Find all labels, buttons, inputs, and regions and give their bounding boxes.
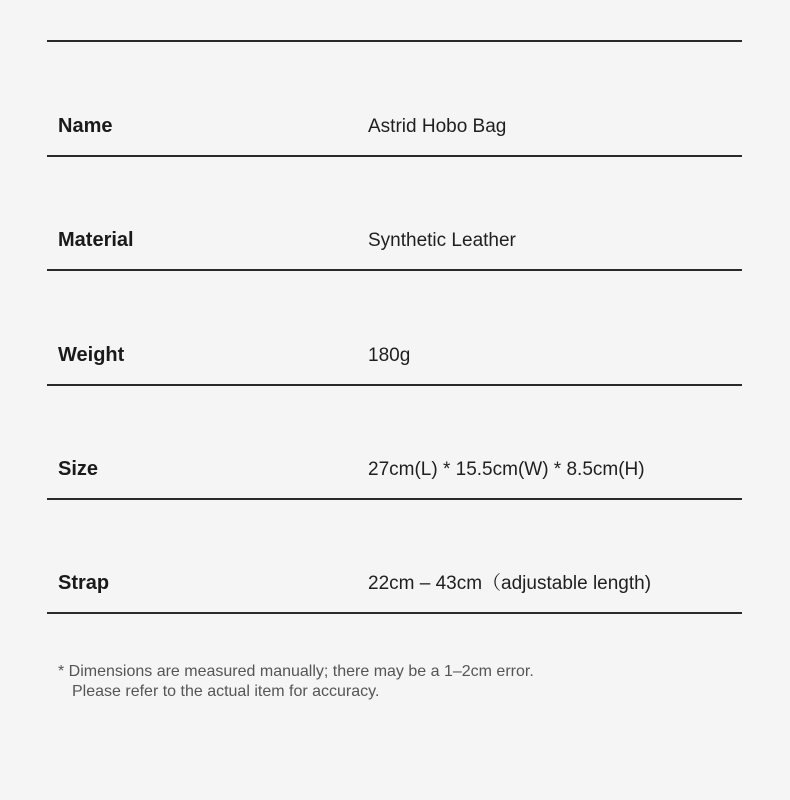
spec-label-material: Material bbox=[58, 229, 134, 251]
spec-row-name bbox=[47, 42, 742, 157]
spec-value-material: Synthetic Leather bbox=[368, 230, 516, 251]
footnote-line-2: Please refer to the actual item for accuracy. bbox=[72, 683, 380, 700]
spec-label-strap: Strap bbox=[58, 572, 110, 594]
spec-label-size: Size bbox=[58, 458, 99, 480]
spec-table bbox=[47, 40, 742, 614]
measurement-footnote bbox=[58, 662, 534, 702]
spec-row-material bbox=[47, 157, 742, 271]
footnote-line-1: * Dimensions are measured manually; there may be a 1–2cm error. bbox=[58, 663, 534, 680]
spec-value-size: 27cm(L) * 15.5cm(W) * 8.5cm(H) bbox=[368, 459, 645, 480]
spec-value-name: Astrid Hobo Bag bbox=[368, 116, 507, 137]
spec-row-strap bbox=[47, 500, 742, 614]
spec-row-size bbox=[47, 386, 742, 500]
spec-label-name: Name bbox=[58, 115, 113, 137]
spec-row-weight bbox=[47, 271, 742, 386]
spec-label-weight: Weight bbox=[58, 344, 125, 366]
spec-value-weight: 180g bbox=[368, 345, 411, 366]
spec-value-strap: 22cm – 43cm（adjustable length) bbox=[368, 573, 652, 594]
